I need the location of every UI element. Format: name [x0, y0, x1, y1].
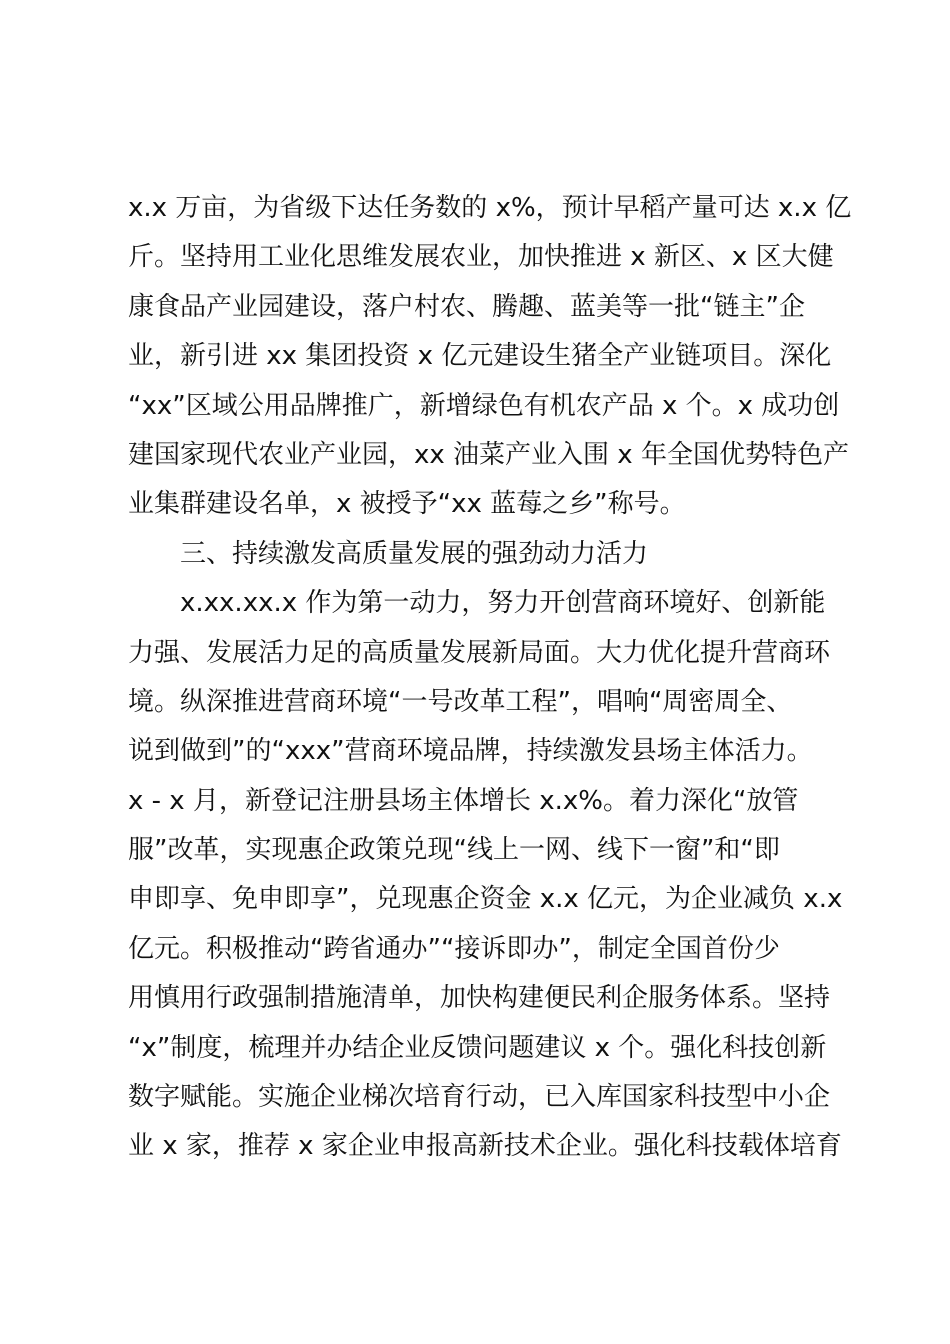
text-line: 康食品产业园建设，落户村农、腾趣、蓝美等一批“链主”企 — [128, 291, 805, 322]
text-line: 数字赋能。实施企业梯次培育行动，已入库国家科技型中小企 — [128, 1082, 831, 1113]
text-line: 斤。坚持用工业化思维发展农业，加快推进 x 新区、x 区大健 — [128, 242, 834, 273]
text-line: 申即享、免申即享”，兑现惠企资金 x.x 亿元，为企业减负 x.x — [128, 884, 843, 915]
text-line: x.x 万亩，为省级下达任务数的 x%，预计早稻产量可达 x.x 亿 — [128, 193, 852, 223]
text-line: 业 x 家，推荐 x 家企业申报高新技术企业。强化科技载体培育 — [128, 1131, 842, 1162]
text-line: 亿元。积极推动“跨省通办”“接诉即办”，制定全国首份少 — [128, 933, 780, 964]
text-line: x - x 月，新登记注册县场主体增长 x.x%。着力深化“放管 — [128, 785, 799, 816]
text-line: 力强、发展活力足的高质量发展新局面。大力优化提升营商环 — [128, 637, 831, 668]
text-line: 用慎用行政强制措施清单，加快构建便民利企服务体系。坚持 — [128, 983, 831, 1014]
text-line: “xx”区域公用品牌推广，新增绿色有机农产品 x 个。x 成功创 — [128, 390, 840, 421]
text-line: 境。纵深推进营商环境“一号改革工程”，唱响“周密周全、 — [128, 686, 793, 717]
text-line: 业，新引进 xx 集团投资 x 亿元建设生猪全产业链项目。深化 — [128, 341, 832, 372]
text-line: “x”制度，梳理并办结企业反馈问题建议 x 个。强化科技创新 — [128, 1032, 827, 1063]
section-heading: 三、持续激发高质量发展的强劲动力活力 — [128, 538, 649, 569]
text-line: x.xx.xx.x 作为第一动力，努力开创营商环境好、创新能 — [128, 588, 826, 619]
text-line: 说到做到”的“xxx”营商环境品牌，持续激发县场主体活力。 — [128, 736, 813, 767]
text-line: 建国家现代农业产业园，xx 油菜产业入围 x 年全国优势特色产 — [128, 439, 849, 470]
text-line: 服”改革，实现惠企政策兑现“线上一网、线下一窗”和“即 — [128, 835, 780, 866]
text-line: 业集群建设名单，x 被授予“xx 蓝莓之乡”称号。 — [128, 489, 686, 520]
body-text — [128, 184, 852, 1172]
